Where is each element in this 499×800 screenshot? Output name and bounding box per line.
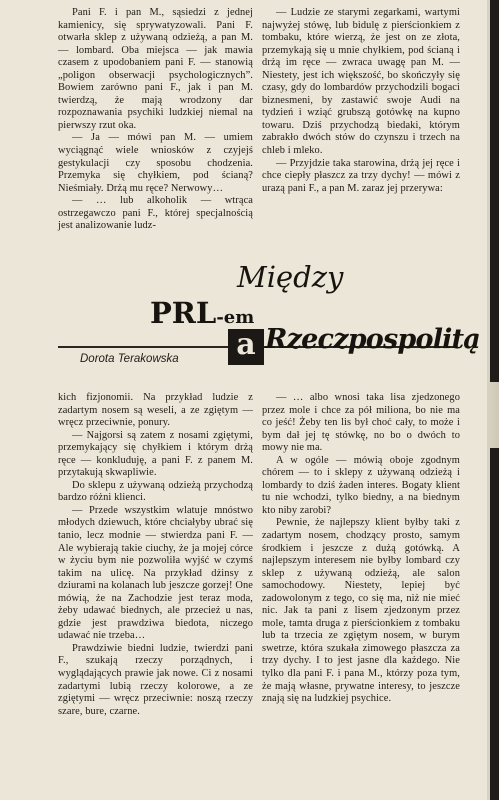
paragraph: — Przyjdzie taka starowina, drżą jej ręce i chce ciepły płaszcz za trzy dychy! — mówi z urazą pani F., a pan M. zaraz jej przerywa: (262, 157, 460, 194)
title-a-block: a (228, 329, 264, 365)
page-edge-dark-bottom (490, 448, 499, 800)
paragraph: Pewnie, że najlepszy klient byłby taki z zadartym nosem, chodzący prosto, samym środkiem i jeszcze z dużą gotówką. A najlepszym interesem nie byłby lombard czy sklep z używaną odzieżą, ale salon samochodowy. Niestety, lepiej być zadowolonym z tego, co się ma, niż nie mieć nic. Jak ta pani z lisem zjedzonym przez mole, tamta druga z pierścionkiem z tombaku lub ta trzecia ze zgiętym nosem, w burym swetrze, która szukała zimowego płaszcza za trzy dychy. I to jest jasne dla każdego. Nie tylko dla pani F. i pana M., którzy poza tym, że mają własne, prywatne interesy, to jeszcze znają się na ludzkiej psychice. (262, 517, 460, 705)
paragraph: A w ogóle — mówią oboje zgodnym chórem — to i sklepy z używaną odzieżą i lombardy to dziś żaden interes. Bogaty klient tu nie wchodzi, tylko biedny, a na biednym kto niby zarobi? (262, 454, 460, 516)
paragraph: — … albo wnosi taka lisa zjedzonego przez mole i chce za pół miliona, bo nie ma co jeść! Żeby ten lis był choć cały, to może i bym dał jej tę stówkę, no bo o dwóch to mowy nie ma. (262, 392, 460, 454)
column-top-right (262, 7, 460, 195)
paragraph: — … lub alkoholik — wtrąca ostrzegawczo pani F., której specjalnością jest analizowanie ludz- (58, 195, 253, 232)
column-bottom-left (58, 392, 253, 718)
paragraph: — Ludzie ze starymi zegarkami, wartymi najwyżej stówę, lub bidulę z pierścionkiem z tombaku, które wierzą, że jest on ze złota, przemykają się u mnie chyłkiem, pod ścianą i drżą im ręce — zwraca uwagę pan M. — Niestety, jest ich większość, bo skończyły się czasy, gdy do lombardów przychodzili bogaci biznesmeni, by zastawić swoje Audi na tydzień i wziąć grubszą gotówkę na kupno towaru. Dziś przychodzą biedaki, którym zabrakło dwóch stów do czynszu i trzech na chleb i mleko. (262, 7, 460, 157)
paragraph: Do sklepu z używaną odzieżą przychodzą bardzo różni klienci. (58, 479, 253, 504)
paragraph: Pani F. i pan M., sąsiedzi z jednej kamienicy, się sprywatyzowali. Pani F. otwarła sklep z używaną odzieżą, a pan M. — lombard. Oba miejsca — jak mawia czasem z upodobaniem pani F. — stanowią „poligon obserwacji psychologicznych”. Bowiem zarówno pani F., jak i pan M. twierdzą, że mają wrodzony dar rozpoznawania psychiki ludzkiej niemal na pierwszy rzut oka. (58, 7, 253, 131)
paragraph: kich fizjonomii. Na przykład ludzie z zadartym nosem są weseli, a ze zgiętym — wręcz przeciwnie, ponury. (58, 392, 253, 429)
paragraph: — Ja — mówi pan M. — umiem wyciągnąć wiele wniosków z czyjejś gestykulacji czy sposobu chodzenia. Przemyka się chyłkiem, pod ścianą? Nieśmiały. Drżą mu ręce? Nerwowy… (58, 132, 253, 194)
paragraph: Prawdziwie biedni ludzie, twierdzi pani F., szukają rzeczy porządnych, i wyglądających prawie jak nowe. Ci z nosami zadartymi lubią rzeczy kolorowe, a ze zgiętymi — wręcz przeciwnie: noszą rzeczy szare, bure, czarne. (58, 642, 253, 717)
column-bottom-right (262, 392, 460, 706)
page-edge-dark-top (490, 0, 499, 382)
title-prl-main: PRL (150, 296, 217, 330)
title-miedzy: Między (237, 260, 344, 294)
title-rzeczpospolita: Rzeczpospolitą (265, 324, 480, 355)
paragraph: — Najgorsi są zatem z nosami zgiętymi, przemykający się chyłkiem i którym drżą ręce — konkluduję, a pani F. z panem M. przytakują skwapliwie. (58, 429, 253, 479)
author-byline: Dorota Terakowska (80, 353, 179, 365)
column-top-left (58, 7, 253, 233)
title-prl-suffix: -em (216, 307, 255, 328)
paragraph: — Przede wszystkim wlatuje mnóstwo młodych dziewuch, które chciałyby ubrać się tanio, lecz modnie — stwierdza pani F. — Ale wybierają takie ciuchy, że ja mojej córce w życiu bym nie pozwoliła wyjść w czymś takim na ulicę. Na przykład dżinsy z dziurami na kolanach lub jeszcze gorzej! One mówią, że na Zachodzie jest teraz moda, żeby udawać biednych, ale przecież u nas, gdzie jest prawdziwa biedota, niczego udawać nie trzeba… (58, 504, 253, 642)
title-prl (150, 296, 254, 330)
